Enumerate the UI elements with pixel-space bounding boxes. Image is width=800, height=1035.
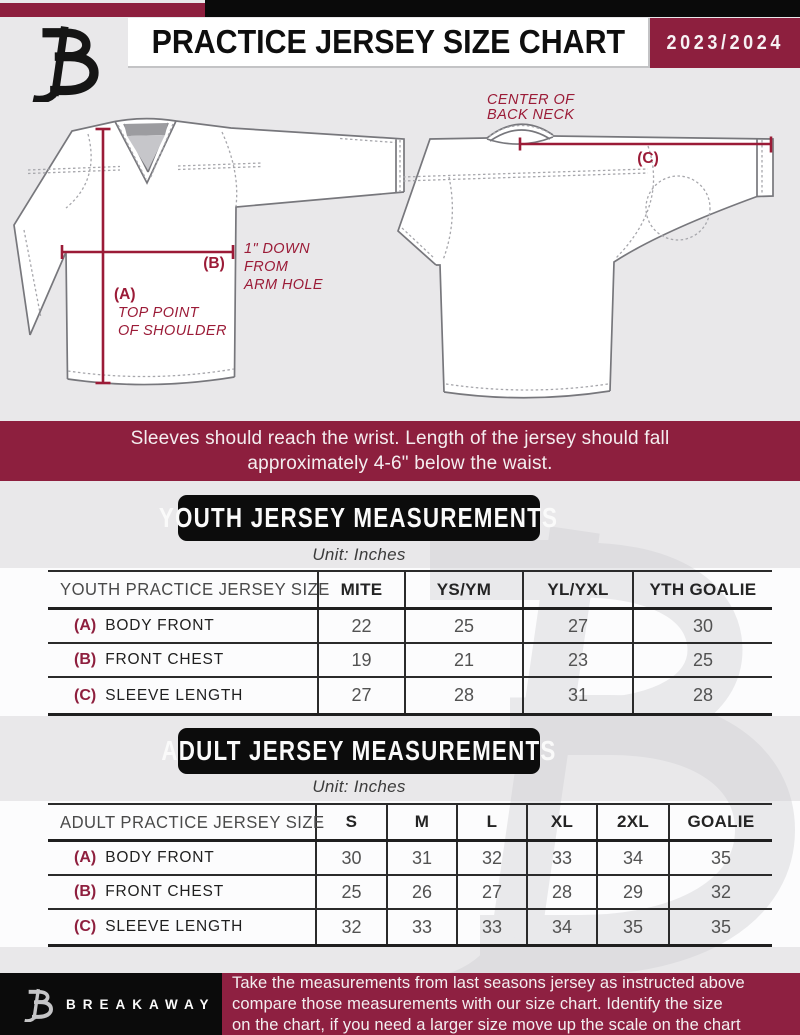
cell-value: 27 [317, 678, 404, 713]
cell-value: 34 [526, 910, 596, 944]
cell-value: 22 [317, 610, 404, 642]
table-row [48, 842, 772, 876]
label-a-desc-1: TOP POINT [118, 305, 199, 321]
row-key: (B) [74, 883, 97, 900]
adult-col-xl: XL [526, 805, 596, 839]
cell-value: 25 [404, 610, 522, 642]
cell-value: 31 [522, 678, 632, 713]
table-row [48, 610, 772, 644]
footer-line-3: on the chart, if you need a larger size move up the scale on the chart [232, 1015, 741, 1034]
cell-value: 28 [526, 876, 596, 908]
youth-section-header [159, 495, 559, 541]
cell-value: 23 [522, 644, 632, 676]
label-b-desc-2: FROM [244, 259, 289, 275]
youth-col-goalie: YTH GOALIE [632, 572, 772, 607]
row-key: (C) [74, 686, 97, 704]
season-label: 2023/2024 [666, 31, 784, 54]
cell-value: 27 [522, 610, 632, 642]
page-title: PRACTICE JERSEY SIZE CHART [151, 23, 625, 60]
cell-value: 19 [317, 644, 404, 676]
adult-col-s: S [315, 805, 386, 839]
table-row [48, 644, 772, 678]
youth-section-title: YOUTH JERSEY MEASUREMENTS [159, 502, 559, 533]
youth-col-mite: MITE [317, 572, 404, 607]
adult-section-header [161, 728, 557, 774]
label-a-key: (A) [114, 286, 136, 303]
cell-value: 35 [668, 910, 772, 944]
breakaway-b-footer-icon [22, 987, 54, 1022]
footer-line-1: Take the measurements from last seasons jersey as instructed above [232, 973, 745, 992]
cell-value: 34 [596, 842, 668, 874]
label-c-key: (C) [637, 150, 659, 167]
cell-value: 32 [668, 876, 772, 908]
adult-col-m: M [386, 805, 456, 839]
row-label: SLEEVE LENGTH [105, 686, 244, 704]
footer-brand-name: BREAKAWAY [66, 996, 216, 1012]
youth-size-table [48, 570, 772, 716]
label-c-desc-2: BACK NECK [487, 107, 575, 123]
row-label: FRONT CHEST [105, 651, 224, 668]
back-jersey-drawing [398, 92, 773, 398]
youth-col-ysym: YS/YM [404, 572, 522, 607]
label-c-desc-1: CENTER OF [487, 92, 575, 108]
adult-section-title: ADULT JERSEY MEASUREMENTS [161, 735, 557, 766]
front-jersey-drawing [14, 119, 404, 385]
label-b-desc-1: 1" DOWN [244, 241, 310, 257]
cell-value: 32 [456, 842, 526, 874]
adult-col-2xl: 2XL [596, 805, 668, 839]
row-key: (A) [74, 849, 97, 866]
cell-value: 33 [386, 910, 456, 944]
cell-value: 33 [526, 842, 596, 874]
cell-value: 29 [596, 876, 668, 908]
cell-value: 35 [668, 842, 772, 874]
cell-value: 26 [386, 876, 456, 908]
label-b-key: (B) [203, 255, 225, 272]
table-row [48, 678, 772, 716]
adult-unit-label: Unit: Inches [312, 777, 406, 796]
cell-value: 28 [632, 678, 772, 713]
table-row [48, 910, 772, 947]
cell-value: 35 [596, 910, 668, 944]
cell-value: 30 [632, 610, 772, 642]
footer-brand-block [0, 973, 222, 1035]
jersey-measurement-diagram [0, 0, 800, 420]
adult-size-table [48, 803, 772, 947]
youth-table-title: YOUTH PRACTICE JERSEY SIZE [60, 579, 330, 599]
cell-value: 25 [632, 644, 772, 676]
footer-line-2: compare those measurements with our size chart. Identify the size [232, 994, 723, 1013]
adult-col-l: L [456, 805, 526, 839]
row-label: FRONT CHEST [105, 883, 224, 900]
cell-value: 32 [315, 910, 386, 944]
footer [0, 973, 800, 1035]
row-key: (B) [74, 651, 97, 668]
adult-table-title: ADULT PRACTICE JERSEY SIZE [60, 811, 325, 832]
cell-value: 25 [315, 876, 386, 908]
cell-value: 31 [386, 842, 456, 874]
youth-unit-label: Unit: Inches [312, 545, 406, 564]
row-key: (C) [74, 918, 97, 935]
cell-value: 30 [315, 842, 386, 874]
cell-value: 27 [456, 876, 526, 908]
table-row [48, 876, 772, 910]
cell-value: 21 [404, 644, 522, 676]
banner-line-2: approximately 4-6" below the waist. [247, 453, 553, 474]
row-label: SLEEVE LENGTH [105, 918, 244, 935]
adult-col-goalie: GOALIE [668, 805, 772, 839]
cell-value: 28 [404, 678, 522, 713]
row-label: BODY FRONT [105, 849, 215, 866]
youth-col-ylyxl: YL/YXL [522, 572, 632, 607]
banner-line-1: Sleeves should reach the wrist. Length of the jersey should fall [130, 428, 670, 449]
youth-table-header-row [48, 572, 772, 610]
instruction-banner [0, 421, 800, 481]
label-b-desc-3: ARM HOLE [244, 277, 323, 293]
footer-instructions [222, 973, 800, 1035]
cell-value: 33 [456, 910, 526, 944]
row-label: BODY FRONT [105, 617, 215, 634]
label-a-desc-2: OF SHOULDER [118, 323, 227, 339]
row-key: (A) [74, 617, 97, 634]
adult-table-header-row [48, 805, 772, 842]
